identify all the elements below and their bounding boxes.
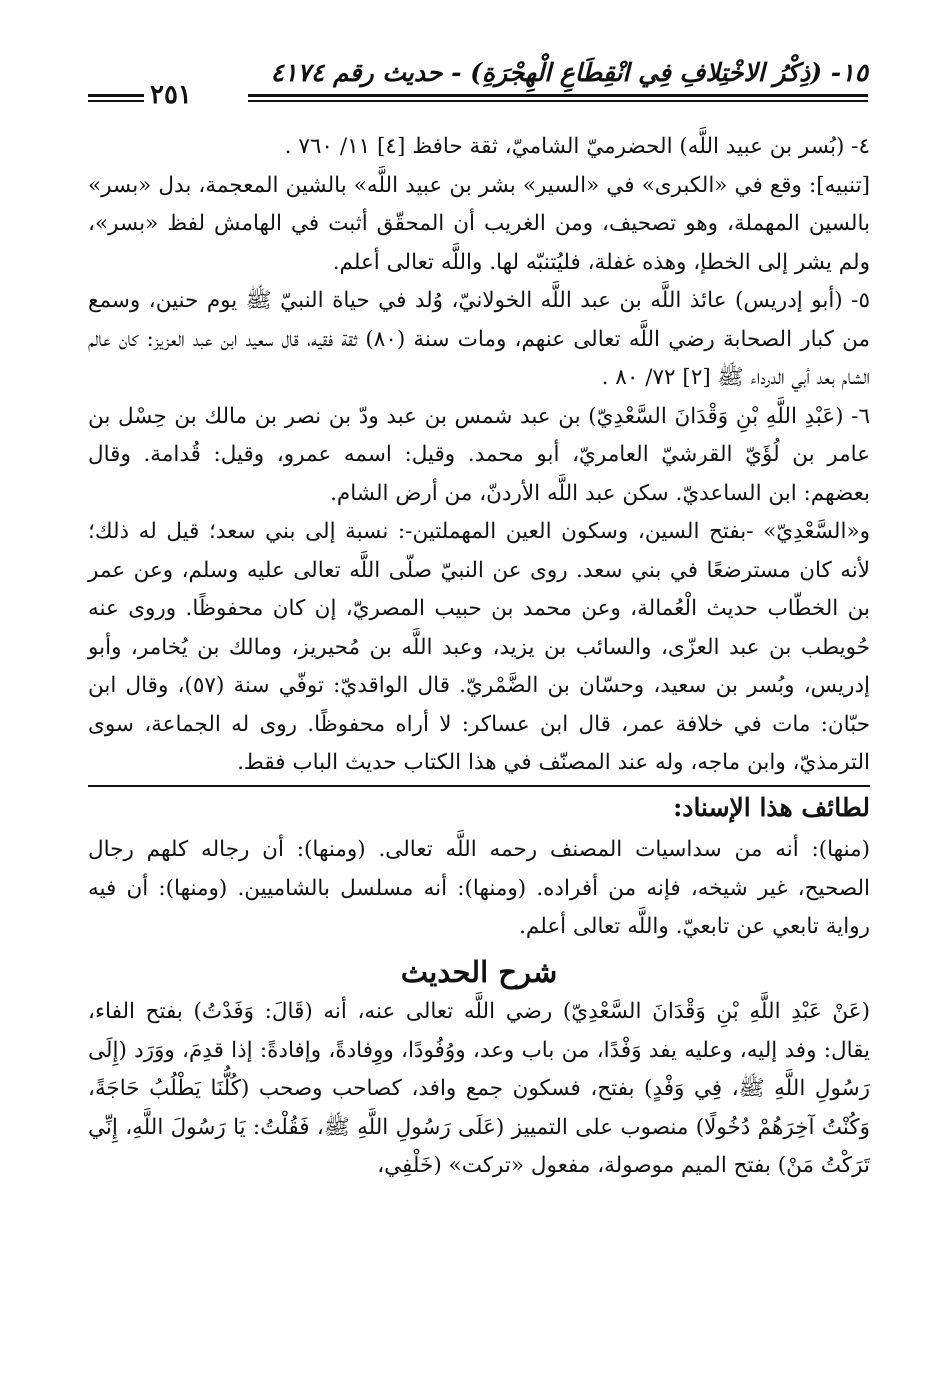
running-title: ١٥- (ذِكْرُ الاخْتِلافِ فِي انْقِطَاعِ الْهِجْرَةِ) - حديث رقم ٤١٧٤	[270, 58, 868, 87]
paragraph-nisba: و«السَّعْدِيّ» -بفتح السين، وسكون العين المهملتين-: نسبة إلى بني سعد؛ قيل له ذلك؛ لأنه كان مسترضعًا في بني سعد. روى عن النبيّ صلّى اللَّه تعالى عليه وسلم، وعن عمر بن الخطّاب حديث الْعُمالة، وعن محمد بن حبيب المصريّ، إن كان محفوظًا. وروى عنه حُويطب بن عبد العزّى، والسائب بن يزيد، وعبد اللَّه بن مُحيريز، ومالك بن يُخامر، وأبو إدريس، وبُسر بن سعيد، وحسّان بن الضَّمْريّ. قال الواقديّ: توفّي سنة (٥٧)، وقال ابن حبّان: مات في خلافة عمر، قال ابن عساكر: لا أراه محفوظًا. روى له الجماعة، سوى الترمذيّ، وابن ماجه، وله عند المصنّف في هذا الكتاب حديث الباب فقط.	[88, 519, 870, 775]
paragraph-lataif: (منها): أنه من سداسيات المصنف رحمه اللَّه تعالى. (ومنها): أن رجاله كلهم رجال الصحيح، غير شيخه، فإنه من أفراده. (ومنها): أنه مسلسل بالشاميين. (ومنها): أن فيه رواية تابعي عن تابعيّ. واللَّه تعالى أعلم.	[88, 837, 870, 939]
page-body	[88, 128, 870, 1186]
paragraph-sharh: (عَنْ عَبْدِ اللَّهِ بْنِ وَقْدَانَ السَّعْدِيّ) رضي اللَّه تعالى عنه، أنه (قَالَ: وَفَدْتُ) بفتح الفاء، يقال: وفد إليه، وعليه يفد وَفْدًا، من باب وعد، ووُفُودًا، ووِفادةً، وإفادةً: إذا قدِمَ، ووَرَد (إِلَى رَسُولِ اللَّهِ ﷺ، فِي وَفْدٍ) بفتح، فسكون جمع وافد، كصاحب وصحب (كُلُّنَا يَطْلُبُ حَاجَةً، وَكُنْتُ آخِرَهُمْ دُخُولًا) منصوب على التمييز (عَلَى رَسُولِ اللَّهِ ﷺ، فَقُلْتُ: يَا رَسُولَ اللَّهِ، إِنِّي تَرَكْتُ مَنْ) بفتح الميم موصولة، مفعول «تركت» (خَلْفِي،	[88, 999, 870, 1178]
header-rule	[248, 100, 868, 102]
page-header	[88, 58, 868, 108]
paragraph-narrator-4: ٤- (بُسر بن عبيد اللَّه) الحضرميّ الشاميّ، ثقة حافظ [٤] ١١/ ٧٦٠ .	[284, 134, 870, 159]
paragraph-narrator-5: ٥- (أبو إدريس) عائذ اللَّه بن عبد اللَّه الخولانيّ، وُلد في حياة النبيّ ﷺ يوم حنين، وسمع من كبار الصحابة رضي اللَّه تعالى عنهم، ومات سنة (٨٠) ثقة فقيه، قال سعيد ابن عبد العزيز: كان عالم الشام بعد أبي الدرداء ﷺ [٢] ٧٢/ ٨٠ .	[88, 288, 871, 390]
paragraph-note: [تنبيه]: وقع في «الكبرى» في «السير» بشر بن عبيد اللَّه» بالشين المعجمة، بدل «بسر» بالسين المهملة، وهو تصحيف، ومن الغريب أن المحقّق أثبت في الهامش لفظ «بسر»، ولم يشر إلى الخطإ، وهذه غفلة، فليُتنبّه لها. واللَّه تعالى أعلم.	[88, 172, 870, 275]
header-rule	[248, 94, 868, 97]
page-number: ٢٥١	[150, 80, 192, 110]
paragraph-narrator-6: ٦- (عَبْدِ اللَّهِ بْنِ وَقْدَانَ السَّعْدِيّ) بن عبد شمس بن عبد ودّ بن نصر بن مالك بن حِسْل بن عامر بن لُؤَيّ القرشيّ العامريّ، أبو محمد. وقيل: اسمه عمرو، وقيل: قُدامة. وقال بعضهم: ابن الساعديّ. سكن عبد اللَّه الأردنّ، من أرض الشام.	[88, 403, 870, 506]
sharh-title: شرح الحديث	[400, 954, 558, 989]
header-rule	[88, 100, 144, 102]
section-title: لطائف هذا الإسناد:	[88, 785, 870, 828]
header-rule	[88, 94, 144, 97]
